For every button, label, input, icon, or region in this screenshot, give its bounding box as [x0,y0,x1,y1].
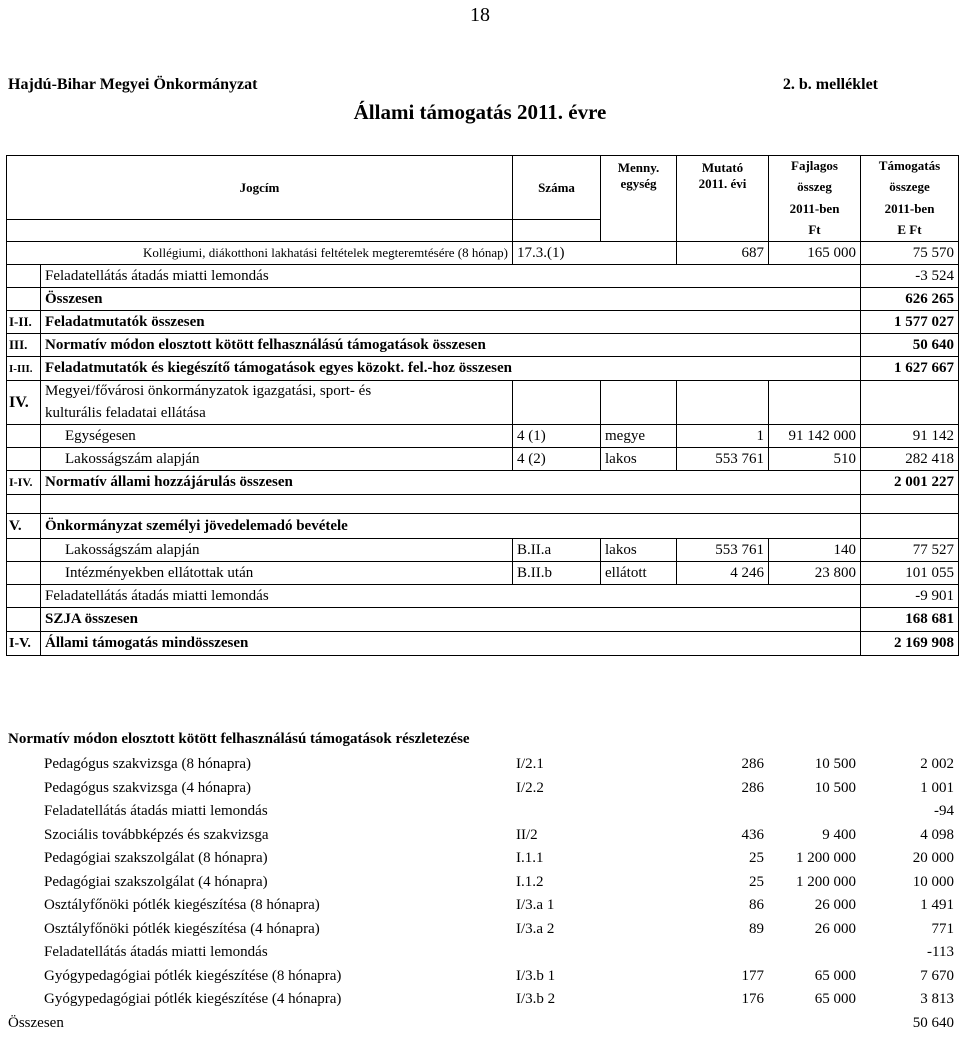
detail-row [6,753,958,777]
row-tamogatas: 101 055 [861,562,959,585]
detail-code: I.1.1 [516,850,544,867]
detail-row [6,918,958,942]
header-tamogatas-4: E Ft [861,220,959,242]
row-label: Állami támogatás mindösszesen [41,632,861,656]
row-szama: 4 (2) [513,448,601,471]
table-row-blank [7,495,959,514]
table-row [7,265,959,288]
row-code: I-III. [7,357,41,381]
detail-code: I/3.a 2 [516,920,555,937]
header-tamogatas-1: Támogatás [861,156,959,176]
detail-tamogatas: 20 000 [912,850,954,867]
detail-fajlagos: 10 500 [814,756,856,773]
detail-mutato: 176 [741,991,764,1008]
row-menny: megye [601,425,677,448]
table-row [7,585,959,608]
header-tamogatas-2: összege [861,176,959,198]
row-code: I-II. [7,311,41,334]
header-fajlagos-1: Fajlagos [769,156,861,176]
detail-blank [600,824,676,848]
row-label: Feladatellátás átadás miatti lemondás [41,265,861,288]
row-code: I-IV. [7,471,41,495]
detail-label: Osztályfőnöki pótlék kiegészítésa (8 hónapra) [44,897,320,914]
row-tamogatas: -3 524 [861,265,959,288]
table-row [7,448,959,471]
row-fajlagos: 91 142 000 [769,425,861,448]
table-row [7,381,959,403]
detail-spacer [6,800,40,824]
detail-spacer [6,753,40,777]
detail-spacer [6,918,40,942]
table-row [7,514,959,539]
detail-spacer [6,847,40,871]
detail-label: Pedagógus szakvizsga (4 hónapra) [44,779,252,796]
detail-spacer [6,824,40,848]
row-menny: lakos [601,539,677,562]
detail-code: II/2 [516,826,538,843]
row-fajlagos: 23 800 [769,562,861,585]
detail-code [512,800,600,824]
header-blank-d [677,220,769,242]
header-row-4 [7,220,959,242]
detail-title: Normatív módon elosztott kötött felhasználású támogatások részletezése [8,731,470,747]
header-fajlagos-2: összeg [769,176,861,198]
detail-label: Feladatellátás átadás miatti lemondás [44,944,268,961]
row-label: Egységesen [41,425,513,448]
detail-mutato: 86 [749,897,764,914]
header-blank-a [7,220,513,242]
detail-blank [600,753,676,777]
detail-tamogatas: 1 001 [920,779,954,796]
annex-label: 2. b. melléklet [782,76,878,93]
detail-fajlagos: 1 200 000 [796,850,856,867]
row-label: Önkormányzat személyi jövedelemadó bevétele [41,514,861,539]
row-label: Intézményekben ellátottak után [41,562,513,585]
row-fajlagos: 140 [769,539,861,562]
detail-total-label: Összesen [8,1014,64,1031]
detail-blank [600,894,676,918]
detail-mutato: 286 [741,779,764,796]
row-label: Feladatellátás átadás miatti lemondás [41,585,861,608]
detail-mutato: 25 [749,873,764,890]
detail-table [6,753,958,1035]
detail-label: Pedagógiai szakszolgálat (4 hónapra) [44,873,268,890]
row-label: Normatív módon elosztott kötött felhasználású támogatások összesen [41,334,861,357]
detail-label: Gyógypedagógiai pótlék kiegészítése (4 hónapra) [44,991,342,1008]
row-tamogatas: 91 142 [861,425,959,448]
detail-blank [600,800,676,824]
header-menny-2: egység [601,176,677,198]
detail-code: I.1.2 [516,873,544,890]
organization-name: Hajdú-Bihar Megyei Önkormányzat [8,76,258,93]
row-tamogatas: 626 265 [861,288,959,311]
row-label-1: Megyei/fővárosi önkormányzatok igazgatási, sport- és [41,381,513,403]
row-tamogatas: 1 627 667 [861,357,959,381]
row-code: III. [7,334,41,357]
detail-code: I/2.2 [516,779,544,796]
detail-spacer [6,965,40,989]
header-row-1 [7,156,959,176]
row-tamogatas: 168 681 [861,608,959,632]
detail-mutato: 177 [741,967,764,984]
detail-tamogatas: 10 000 [912,873,954,890]
header-mutato-3 [677,198,769,220]
row-tamogatas: 75 570 [861,242,959,265]
row-szama: 4 (1) [513,425,601,448]
header-fajlagos-4: Ft [769,220,861,242]
detail-blank [600,847,676,871]
table-row [7,539,959,562]
row-menny: lakos [601,448,677,471]
table-row [7,608,959,632]
row-tamogatas: 282 418 [861,448,959,471]
document-title: Állami támogatás 2011. évre [353,100,607,124]
table-row [7,562,959,585]
row-label: Normatív állami hozzájárulás összesen [41,471,861,495]
table-row [7,334,959,357]
header-mutato-1: Mutató [677,156,769,176]
header-mutato-2: 2011. évi [677,176,769,198]
detail-fajlagos: 65 000 [814,967,856,984]
row-tamogatas: -9 901 [861,585,959,608]
detail-fajlagos: 10 500 [814,779,856,796]
detail-spacer [6,941,40,965]
row-code: IV. [7,381,41,425]
header-menny-3 [601,198,677,220]
detail-row [6,800,958,824]
page-number: 18 [470,4,490,26]
row-label: Feladatmutatók és kiegészítő támogatások egyes közokt. fel.-hoz összesen [41,357,861,381]
table-row [7,288,959,311]
detail-spacer [6,871,40,895]
row-tamogatas: 1 577 027 [861,311,959,334]
row-tamogatas: 50 640 [861,334,959,357]
header-jogcim: Jogcím [7,156,513,220]
row-code: I-V. [7,632,41,656]
detail-label: Gyógypedagógiai pótlék kiegészítése (8 hónapra) [44,967,342,984]
detail-label: Osztályfőnöki pótlék kiegészítésa (4 hónapra) [44,920,320,937]
row-mutato: 1 [677,425,769,448]
detail-row [6,871,958,895]
row-label-2: kulturális feladatai ellátása [41,403,513,425]
detail-fajlagos [768,800,860,824]
detail-row [6,777,958,801]
main-table [6,155,959,656]
detail-code: I/2.1 [516,756,544,773]
detail-blank [600,988,676,1012]
detail-mutato: 89 [749,920,764,937]
row-label: Feladatmutatók összesen [41,311,861,334]
detail-row [6,941,958,965]
detail-tamogatas: 3 813 [920,991,954,1008]
row-fajlagos: 165 000 [769,242,861,265]
row-szama: B.II.a [513,539,601,562]
detail-mutato: 286 [741,756,764,773]
row-label: Lakosságszám alapján [41,448,513,471]
detail-label: Feladatellátás átadás miatti lemondás [44,803,268,820]
detail-blank [600,918,676,942]
row-tamogatas: 77 527 [861,539,959,562]
table-row [7,632,959,656]
table-row [7,357,959,381]
row-mutato: 553 761 [677,448,769,471]
detail-code: I/3.b 1 [516,967,556,984]
table-row [7,471,959,495]
table-row [7,242,959,265]
detail-tamogatas: -113 [927,944,954,961]
detail-fajlagos: 26 000 [814,920,856,937]
detail-tamogatas: 7 670 [920,967,954,984]
detail-spacer [6,894,40,918]
row-label: Összesen [41,288,861,311]
detail-label: Pedagógiai szakszolgálat (8 hónapra) [44,850,268,867]
detail-fajlagos: 26 000 [814,897,856,914]
detail-row [6,894,958,918]
detail-tamogatas: 2 002 [920,756,954,773]
detail-code: I/3.a 1 [516,897,555,914]
detail-mutato: 25 [749,850,764,867]
detail-fajlagos: 1 200 000 [796,873,856,890]
header-blank-b [513,220,601,242]
detail-fajlagos: 9 400 [822,826,856,843]
detail-spacer [6,777,40,801]
detail-blank [600,777,676,801]
row-szama: 17.3.(1) [513,242,601,265]
row-tamogatas: 2 001 227 [861,471,959,495]
detail-row [6,847,958,871]
detail-tamogatas: 4 098 [920,826,954,843]
detail-mutato: 436 [741,826,764,843]
detail-blank [600,941,676,965]
row-tamogatas: 2 169 908 [861,632,959,656]
row-menny: ellátott [601,562,677,585]
detail-spacer [6,988,40,1012]
detail-total-value: 50 640 [912,1014,954,1031]
detail-tamogatas: 771 [931,920,954,937]
header-blank-c [601,220,677,242]
detail-tamogatas: 1 491 [920,897,954,914]
table-row [7,425,959,448]
row-label: Lakosságszám alapján [41,539,513,562]
row-label: Kollégiumi, diákotthoni lakhatási feltételek megteremtésére (8 hónap) [41,242,513,265]
row-fajlagos: 510 [769,448,861,471]
detail-blank [600,965,676,989]
detail-mutato [676,941,768,965]
row-label: SZJA összesen [41,608,861,632]
row-code: V. [7,514,41,539]
detail-fajlagos: 65 000 [814,991,856,1008]
header-tamogatas-3: 2011-ben [861,198,959,220]
header-fajlagos-3: 2011-ben [769,198,861,220]
detail-label: Pedagógus szakvizsga (8 hónapra) [44,756,252,773]
detail-total-row [6,1012,958,1036]
detail-row [6,988,958,1012]
detail-blank [600,871,676,895]
detail-mutato [676,800,768,824]
table-row [7,311,959,334]
row-mutato: 4 246 [677,562,769,585]
header-menny-1: Menny. [601,156,677,176]
row-mutato: 553 761 [677,539,769,562]
header-szama: Száma [513,156,601,220]
detail-code: I/3.b 2 [516,991,556,1008]
detail-row [6,824,958,848]
detail-code [512,941,600,965]
detail-label: Szociális továbbképzés és szakvizsga [44,826,269,843]
detail-tamogatas: -94 [934,803,954,820]
detail-fajlagos [768,941,860,965]
row-mutato: 687 [677,242,769,265]
row-szama: B.II.b [513,562,601,585]
detail-row [6,965,958,989]
